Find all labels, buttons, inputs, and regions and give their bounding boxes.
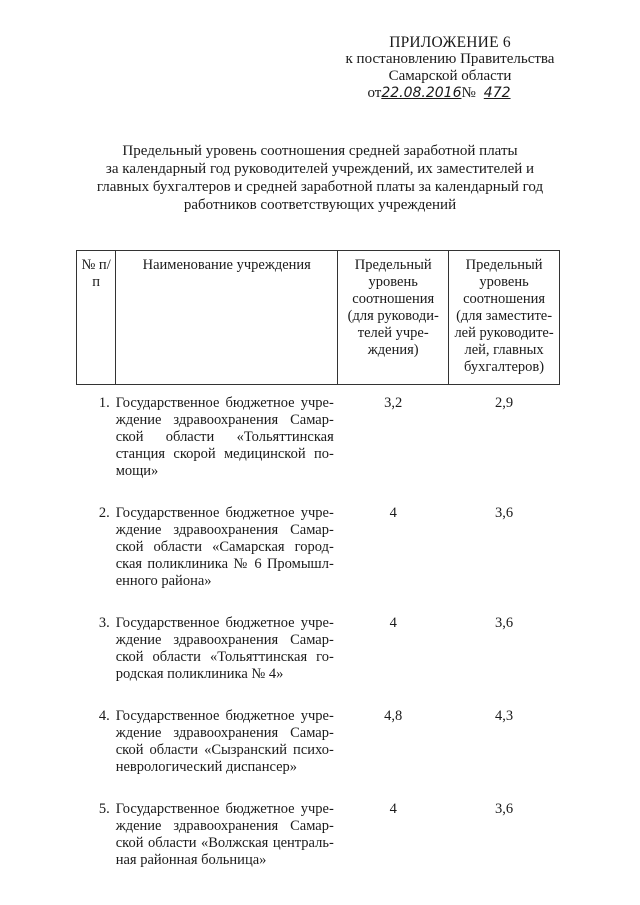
handwritten-date: 22.08.2016 bbox=[381, 85, 462, 101]
row-head-ratio: 4 bbox=[389, 615, 397, 631]
appendix-title: ПРИЛОЖЕНИЕ 6 bbox=[389, 34, 511, 51]
row-head-ratio: 4 bbox=[389, 801, 397, 817]
row-num: 3. bbox=[98, 615, 110, 631]
table-row bbox=[77, 385, 560, 498]
row-num: 4. bbox=[98, 708, 110, 724]
row-name: Государственное бюджетное учре-ждение здравоохранения Самар-ской области «Тольяттинская го-родская поликлиника № 4» bbox=[115, 615, 334, 682]
appendix-date-line bbox=[330, 85, 570, 102]
table-header-row bbox=[77, 251, 560, 385]
table-row bbox=[77, 700, 560, 793]
row-head-ratio: 3,2 bbox=[384, 395, 403, 411]
appendix-line-3: Самарской области bbox=[388, 68, 512, 84]
row-deputy-ratio: 3,6 bbox=[495, 801, 514, 817]
title-line-3: главных бухгалтеров и средней заработной платы за календарный год bbox=[96, 179, 544, 195]
row-name: Государственное бюджетное учре-ждение здравоохранения Самар-ской области «Самарская город-ская поликлиника № 6 Промышл-енного района» bbox=[115, 505, 334, 589]
handwritten-number: 472 bbox=[483, 85, 511, 101]
header-deputy-ratio: Предельный уровень соотношения (для заместите-лей руководите-лей, главных бухгалтеров) bbox=[449, 251, 560, 385]
header-num: № п/п bbox=[77, 251, 116, 385]
row-name: Государственное бюджетное учре-ждение здравоохранения Самар-ской области «Тольяттинская станция скорой медицинской по-мощи» bbox=[115, 395, 334, 479]
number-prefix: № bbox=[461, 85, 476, 101]
appendix-header bbox=[330, 34, 570, 102]
row-deputy-ratio: 3,6 bbox=[495, 505, 514, 521]
row-name: Государственное бюджетное учре-ждение здравоохранения Самар-ской области «Сызранский психо-неврологический диспансер» bbox=[115, 708, 334, 775]
row-deputy-ratio: 2,9 bbox=[495, 395, 514, 411]
row-deputy-ratio: 3,6 bbox=[495, 615, 514, 631]
ratio-table bbox=[76, 250, 560, 886]
document-title bbox=[80, 142, 560, 214]
title-line-1: Предельный уровень соотношения средней заработной платы bbox=[122, 143, 518, 159]
row-name: Государственное бюджетное учре-ждение здравоохранения Самар-ской области «Волжская централь-ная районная больница» bbox=[115, 801, 334, 868]
row-head-ratio: 4,8 bbox=[384, 708, 403, 724]
table-row bbox=[77, 793, 560, 886]
row-num: 5. bbox=[98, 801, 110, 817]
header-head-ratio: Предельный уровень соотношения (для руководи-телей учре-ждения) bbox=[338, 251, 449, 385]
date-prefix: от bbox=[367, 85, 382, 101]
row-deputy-ratio: 4,3 bbox=[495, 708, 514, 724]
title-line-4: работников соответствующих учреждений bbox=[183, 197, 457, 213]
row-num: 2. bbox=[98, 505, 110, 521]
row-num: 1. bbox=[98, 395, 110, 411]
appendix-line-2: к постановлению Правительства bbox=[345, 51, 555, 67]
table-row bbox=[77, 607, 560, 700]
table-row bbox=[77, 497, 560, 607]
title-line-2: за календарный год руководителей учреждений, их заместителей и bbox=[105, 161, 535, 177]
row-head-ratio: 4 bbox=[389, 505, 397, 521]
header-name: Наименование учреждения bbox=[116, 251, 338, 385]
